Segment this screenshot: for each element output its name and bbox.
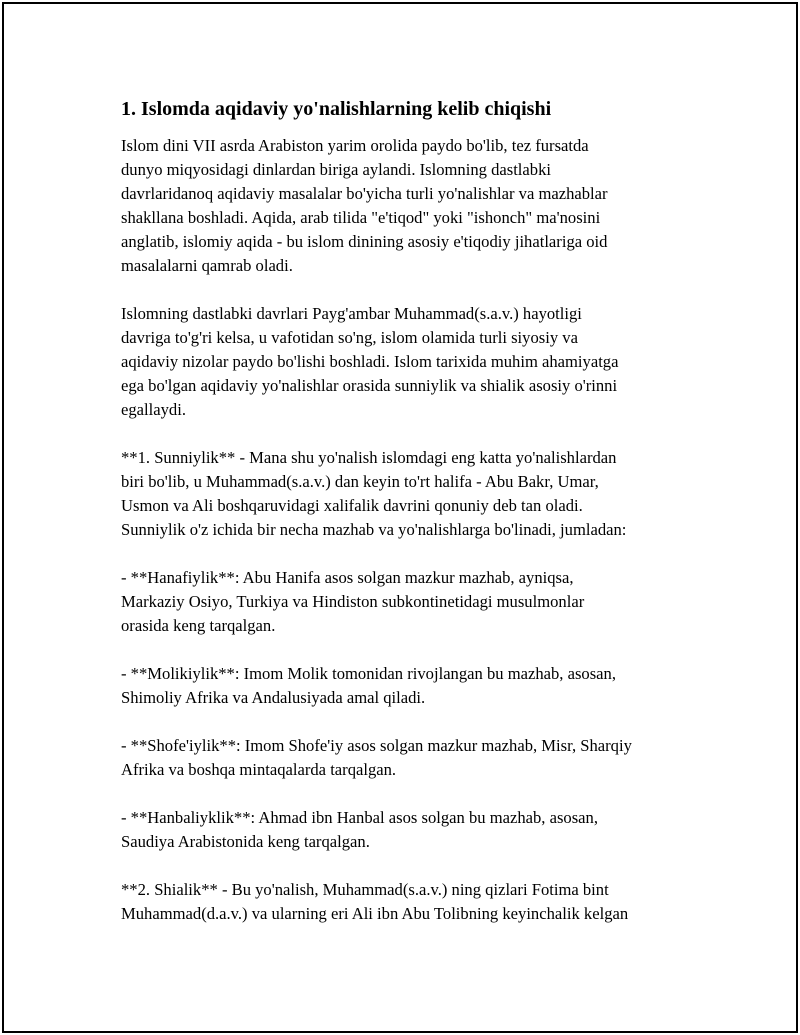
text-line: Markaziy Osiyo, Turkiya va Hindiston subkontinetidagi musulmonlar xyxy=(121,592,585,611)
text-line: ega bo'lgan aqidaviy yo'nalishlar orasida sunniylik va shialik asosiy o'rinni xyxy=(121,376,618,395)
text-line: **2. Shialik** - Bu yo'nalish, Muhammad(s.a.v.) ning qizlari Fotima bint xyxy=(121,880,609,899)
text-line: Afrika va boshqa mintaqalarda tarqalgan. xyxy=(121,760,397,779)
text-line: Usmon va Ali boshqaruvidagi xalifalik davrini qonuniy deb tan oladi. xyxy=(121,496,583,515)
paragraph-shialik xyxy=(121,878,711,926)
text-line: davrlaridanoq aqidaviy masalalar bo'yicha turli yo'nalishlar va mazhablar xyxy=(121,184,608,203)
text-line: egallaydi. xyxy=(121,400,186,419)
text-line: anglatib, islomiy aqida - bu islom dinining asosiy e'tiqodiy jihatlariga oid xyxy=(121,232,608,251)
text-line: biri bo'lib, u Muhammad(s.a.v.) dan keyin to'rt halifa - Abu Bakr, Umar, xyxy=(121,472,599,491)
text-line: orasida keng tarqalgan. xyxy=(121,616,276,635)
text-line: - **Shofe'iylik**: Imom Shofe'iy asos solgan mazkur mazhab, Misr, Sharqiy xyxy=(121,736,632,755)
text-line: aqidaviy nizolar paydo bo'lishi boshladi. Islom tarixida muhim ahamiyatga xyxy=(121,352,619,371)
text-line: Muhammad(d.a.v.) va ularning eri Ali ibn Abu Tolibning keyinchalik kelgan xyxy=(121,904,629,923)
paragraph-intro xyxy=(121,134,711,278)
text-line: Sunniylik o'z ichida bir necha mazhab va yo'nalishlarga bo'linadi, jumladan: xyxy=(121,520,627,539)
text-line: Shimoliy Afrika va Andalusiyada amal qiladi. xyxy=(121,688,426,707)
text-line: - **Molikiylik**: Imom Molik tomonidan rivojlangan bu mazhab, asosan, xyxy=(121,664,616,683)
text-line: dunyo miqyosidagi dinlardan biriga aylandi. Islomning dastlabki xyxy=(121,160,551,179)
text-line: masalalarni qamrab oladi. xyxy=(121,256,293,275)
text-line: Islom dini VII asrda Arabiston yarim orolida paydo bo'lib, tez fursatda xyxy=(121,136,589,155)
text-line: shakllana boshladi. Aqida, arab tilida "e'tiqod" yoki "ishonch" ma'nosini xyxy=(121,208,601,227)
page-frame xyxy=(2,2,798,1033)
text-line: **1. Sunniylik** - Mana shu yo'nalish islomdagi eng katta yo'nalishlardan xyxy=(121,448,617,467)
text-line: davriga to'g'ri kelsa, u vafotidan so'ng, islom olamida turli siyosiy va xyxy=(121,328,578,347)
paragraph-early-period xyxy=(121,302,711,422)
list-item-hanafiylik xyxy=(121,566,711,638)
list-item-hanbaliyklik xyxy=(121,806,711,854)
document-body xyxy=(121,96,711,950)
paragraph-sunniylik xyxy=(121,446,711,542)
section-heading: 1. Islomda aqidaviy yo'nalishlarning kelib chiqishi xyxy=(121,98,552,120)
list-item-molikiylik xyxy=(121,662,711,710)
text-line: - **Hanafiylik**: Abu Hanifa asos solgan mazkur mazhab, ayniqsa, xyxy=(121,568,574,587)
text-line: Saudiya Arabistonida keng tarqalgan. xyxy=(121,832,370,851)
text-line: Islomning dastlabki davrlari Payg'ambar Muhammad(s.a.v.) hayotligi xyxy=(121,304,582,323)
list-item-shofeiylik xyxy=(121,734,711,782)
text-line: - **Hanbaliyklik**: Ahmad ibn Hanbal asos solgan bu mazhab, asosan, xyxy=(121,808,598,827)
